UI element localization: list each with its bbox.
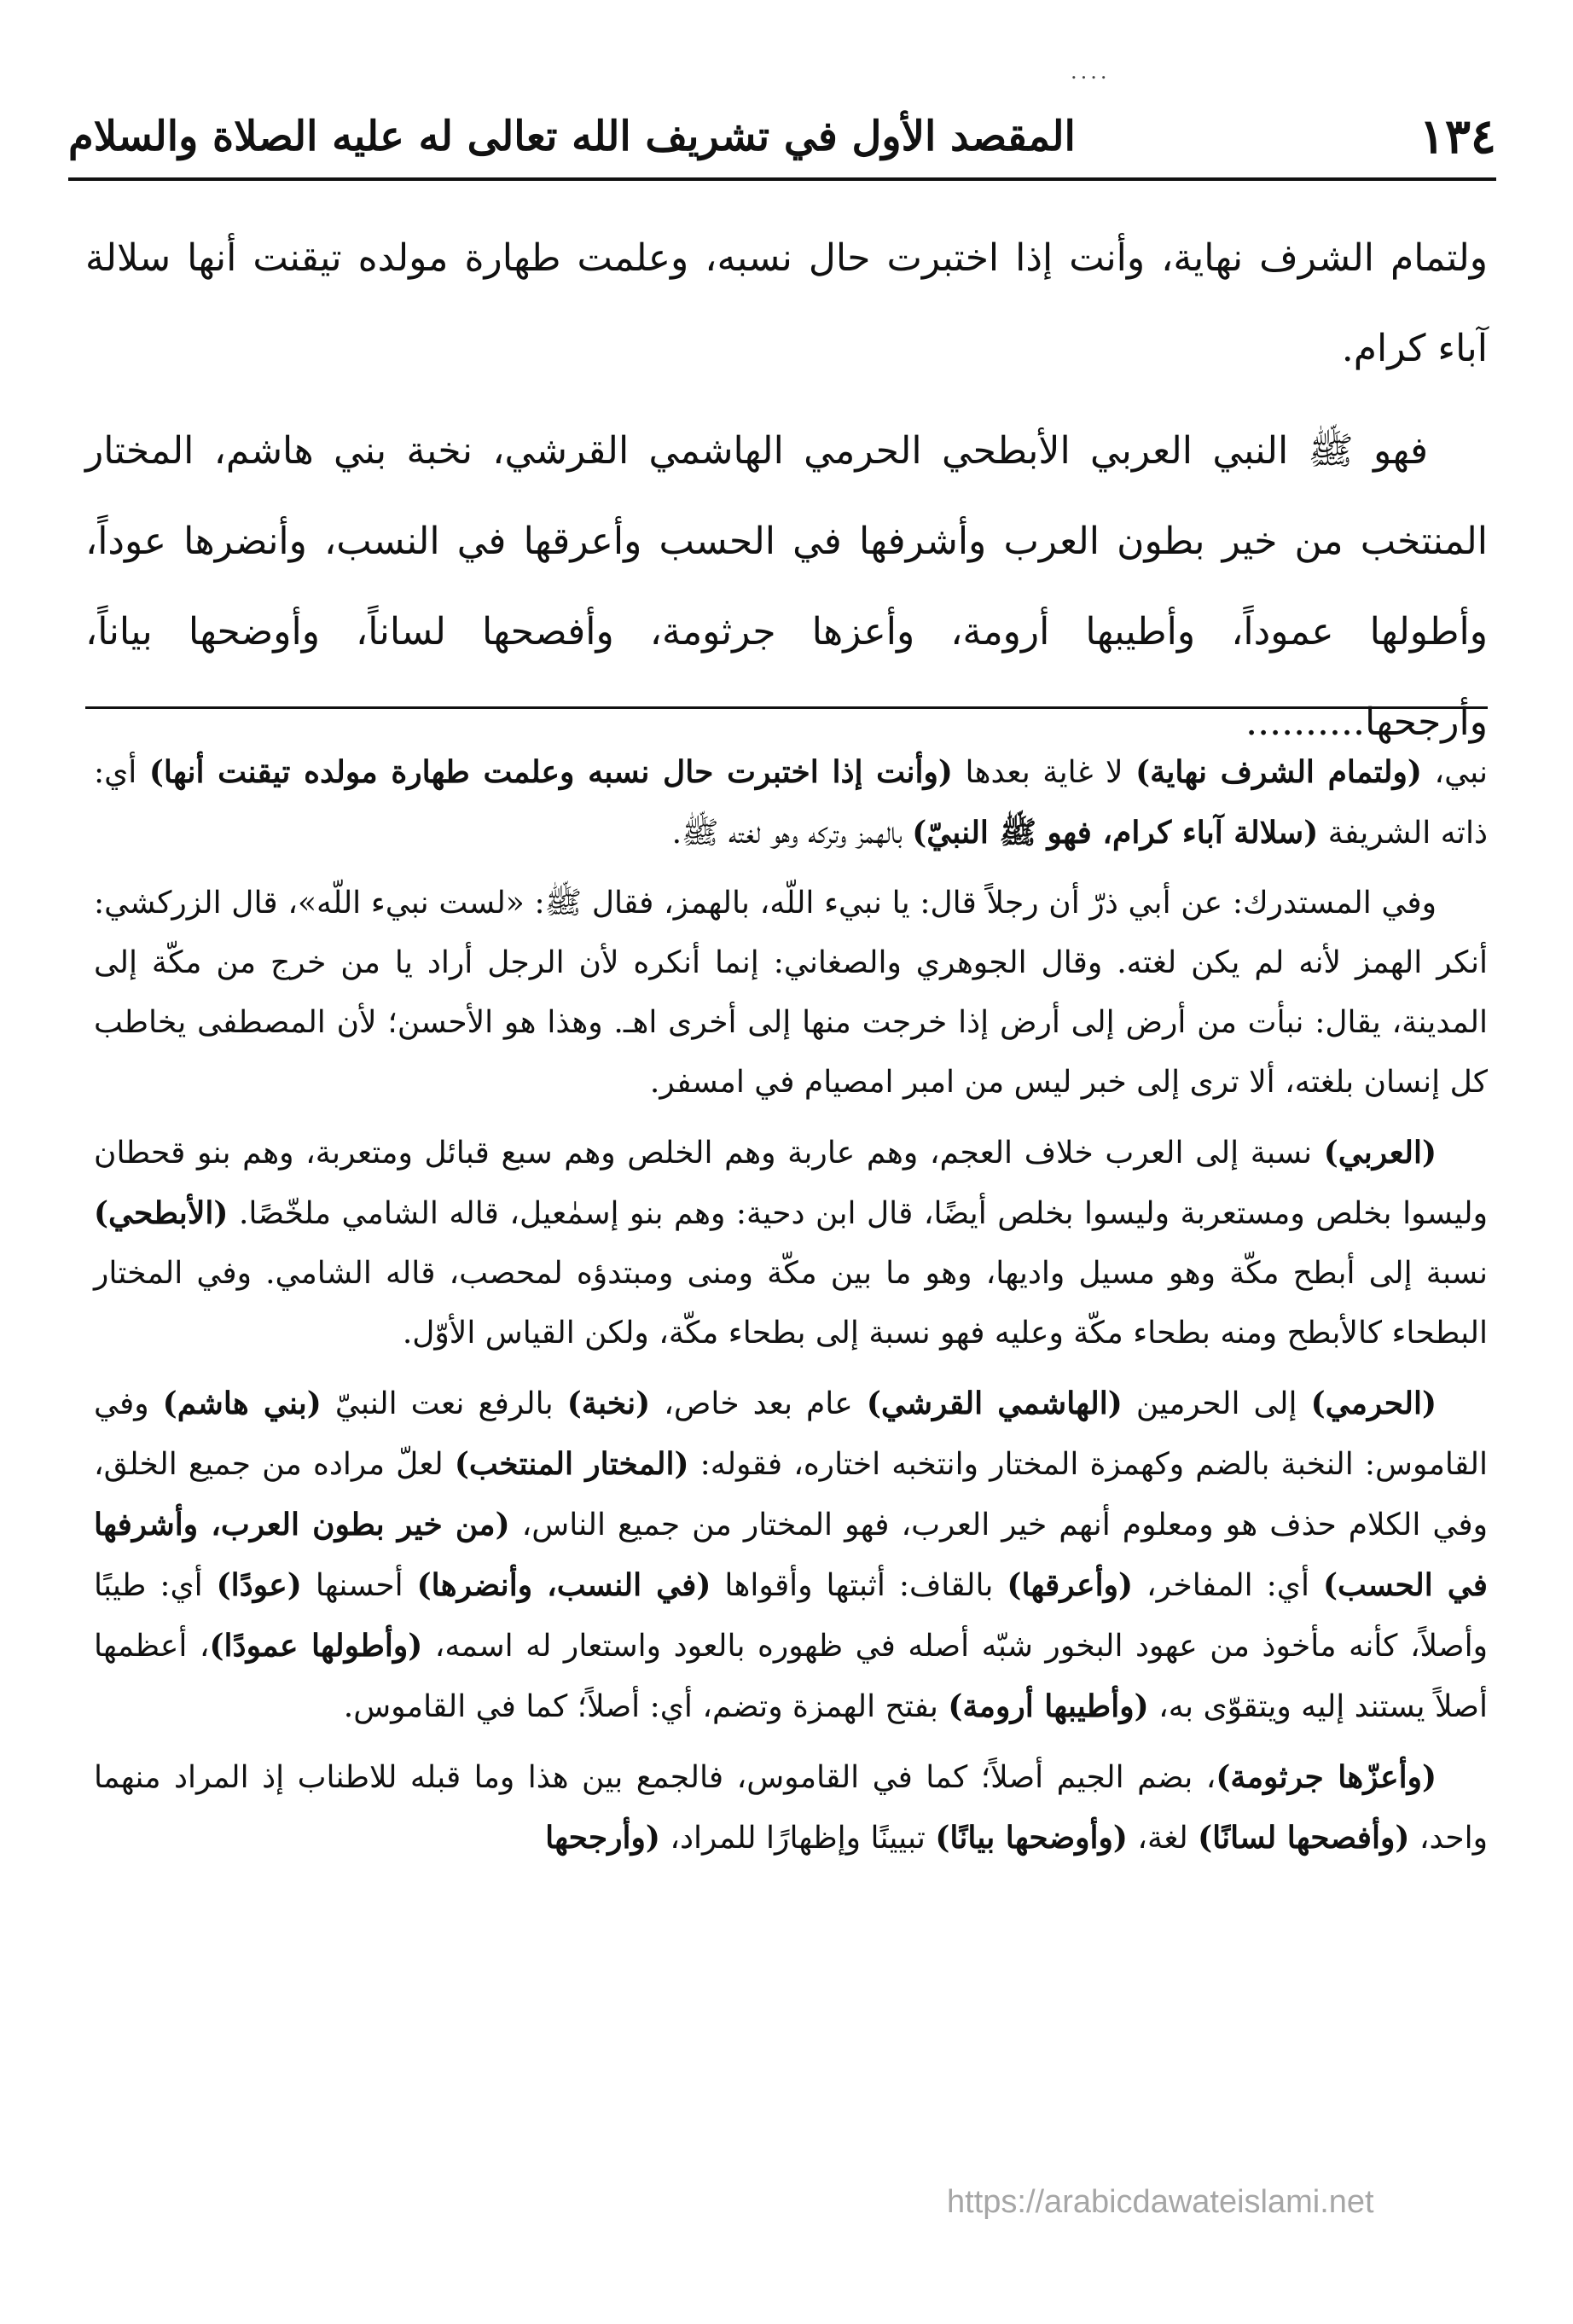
header-rule — [68, 177, 1496, 181]
commentary-text: ، بضم الجيم أصلاً؛ كما في القاموس، فالجمع بين هذا وما قبله للاطناب إذ المراد منهما واحد، — [94, 1760, 1488, 1856]
commentary-text: تبيينًا وإظهارًا للمراد، — [659, 1821, 936, 1856]
separator-rule — [85, 706, 1488, 709]
commentary-text: أي: ذاته الشريفة — [94, 755, 1488, 851]
quoted-phrase: (وأطولها عمودًا) — [209, 1628, 423, 1664]
quoted-phrase: (وأنت إذا اختبرت حال نسبه وعلمت طهارة مولده تيقنت أنها) — [148, 754, 953, 790]
commentary-text: أي: المفاخر، — [1133, 1568, 1323, 1603]
quoted-phrase: (الحرمي) — [1310, 1386, 1437, 1421]
running-title: المقصد الأول في تشريف الله تعالى له عليه الصلاة والسلام — [68, 113, 1076, 160]
quoted-phrase: (من خير بطون العرب، وأشرفها في الحسب) — [94, 1507, 1488, 1603]
commentary-paragraph — [94, 1123, 1488, 1363]
commentary-text: بفتح الهمزة وتضم، أي: أصلاً؛ كما في القاموس. — [343, 1689, 949, 1724]
commentary-paragraph — [94, 742, 1488, 863]
quoted-phrase: (سلالة آباء كرام، فهو ﷺ النبيّ) — [912, 815, 1319, 851]
commentary-text: وفي القاموس: النخبة بالضم وكهمزة المختار وانتخبه اختاره، فقوله: — [94, 1386, 1489, 1482]
commentary-text: نبي، — [1421, 755, 1488, 790]
commentary-text: لعلّ مراده من جميع الخلق، وفي الكلام حذف هو ومعلوم أنهم خير العرب، فهو المختار من جميع الناس، — [94, 1447, 1488, 1543]
page-header — [68, 102, 1496, 171]
commentary-text: بالهمز وتركه وهو لغته ﷺ. — [671, 816, 913, 851]
main-text — [85, 213, 1488, 780]
quoted-phrase: (العربي) — [1323, 1135, 1437, 1171]
quoted-phrase: (نخبة) — [566, 1386, 651, 1421]
quoted-phrase: (الهاشمي القرشي) — [866, 1386, 1123, 1421]
commentary-text: إلى الحرمين — [1122, 1386, 1311, 1421]
page-number: ١٣٤ — [1419, 108, 1496, 165]
main-paragraph: ولتمام الشرف نهاية، وأنت إذا اختبرت حال نسبه، وعلمت طهارة مولده تيقنت أنها سلالة آباء كرام. — [85, 236, 1488, 370]
watermark-url: https://arabicdawateislami.net — [947, 2184, 1374, 2220]
top-mark: .... — [1071, 60, 1111, 84]
commentary — [94, 742, 1488, 1879]
commentary-text: بالرفع نعت النبيّ — [321, 1386, 567, 1421]
commentary-text: نسبة إلى أبطح مكّة وهو مسيل واديها، وهو ما بين مكّة ومنى ومبتدؤه لمحصب، قاله الشامي. وفي المختار البطحاء كالأبطح ومنه بطحاء مكّة وعليه فهو نسبة إلى بطحاء مكّة، ولكن القياس الأوّل. — [94, 1256, 1488, 1351]
commentary-text: بالقاف: أثبتها وأقواها — [711, 1568, 1007, 1603]
commentary-paragraph: وفي المستدرك: عن أبي ذرّ أن رجلاً قال: يا نبيء اللّه، بالهمز، فقال ﷺ: «لست نبيء اللّه»، قال الزركشي: أنكر الهمز لأنه لم يكن لغته. وقال الجوهري والصغاني: إنما أنكره لأن الرجل أراد يا من خرج من مكّة إلى المدينة، يقال: نبأت من أرض إلى أرض إذا خرجت منها إلى أخرى اهـ. وهذا هو الأحسن؛ لأن المصطفى يخاطب كل إنسان بلغته، ألا ترى إلى خبر ليس من امبر امصيام في امسفر. — [94, 886, 1488, 1100]
quoted-phrase: (في النسب، وأنضرها) — [416, 1567, 711, 1603]
commentary-text: أي: طيبًا وأصلاً، كأنه مأخوذ من عهود البخور شبّه أصله في ظهوره بالعود واستعار له اسمه، — [94, 1568, 1488, 1664]
commentary-text: أحسنها — [301, 1568, 417, 1603]
quoted-phrase: (الأبطحي) — [94, 1195, 229, 1231]
quoted-phrase: (وأرجحها — [545, 1820, 660, 1856]
commentary-paragraph — [94, 1747, 1488, 1868]
main-paragraph: فهو ﷺ النبي العربي الأبطحي الحرمي الهاشمي القرشي، نخبة بني هاشم، المختار المنتخب من خير بطون العرب وأشرفها في الحسب وأعرقها في النسب، وأنضرها عوداً، وأطولها عموداً، وأطيبها أرومة، وأعزها جرثومة، وأفصحها لساناً، وأوضحها بياناً، وأرجحها.......... — [85, 429, 1488, 744]
quoted-phrase: (عودًا) — [216, 1567, 302, 1603]
quoted-phrase: (وأطيبها أرومة) — [948, 1688, 1149, 1724]
quoted-phrase: (وأعزّها جرثومة) — [1216, 1759, 1437, 1795]
quoted-phrase: (بني هاشم) — [162, 1386, 322, 1421]
quoted-phrase: (وأعرقها) — [1007, 1567, 1133, 1603]
quoted-phrase: (المختار المنتخب) — [454, 1446, 689, 1482]
commentary-text: لغة، — [1127, 1821, 1199, 1856]
commentary-text: عام بعد خاص، — [650, 1386, 867, 1421]
commentary-text: ، أعظمها أصلاً يستند إليه ويتقوّى به، — [94, 1629, 1488, 1724]
commentary-paragraph — [94, 1374, 1488, 1737]
quoted-phrase: (وأفصحها لسانًا) — [1198, 1820, 1410, 1856]
quoted-phrase: (ولتمام الشرف نهاية) — [1135, 754, 1422, 790]
commentary-text: لا غاية بعدها — [952, 755, 1136, 790]
commentary-text: نسبة إلى العرب خلاف العجم، وهم عاربة وهم الخلص وهم سبع قبائل ومتعربة، وهم بنو قحطان وليسوا بخلص ومستعربة وليسوا بخلص أيضًا، قال ابن دحية: وهم بنو إسمٰعيل، قاله الشامي ملخّصًا. — [94, 1136, 1488, 1231]
quoted-phrase: (وأوضحها بيانًا) — [935, 1820, 1128, 1856]
